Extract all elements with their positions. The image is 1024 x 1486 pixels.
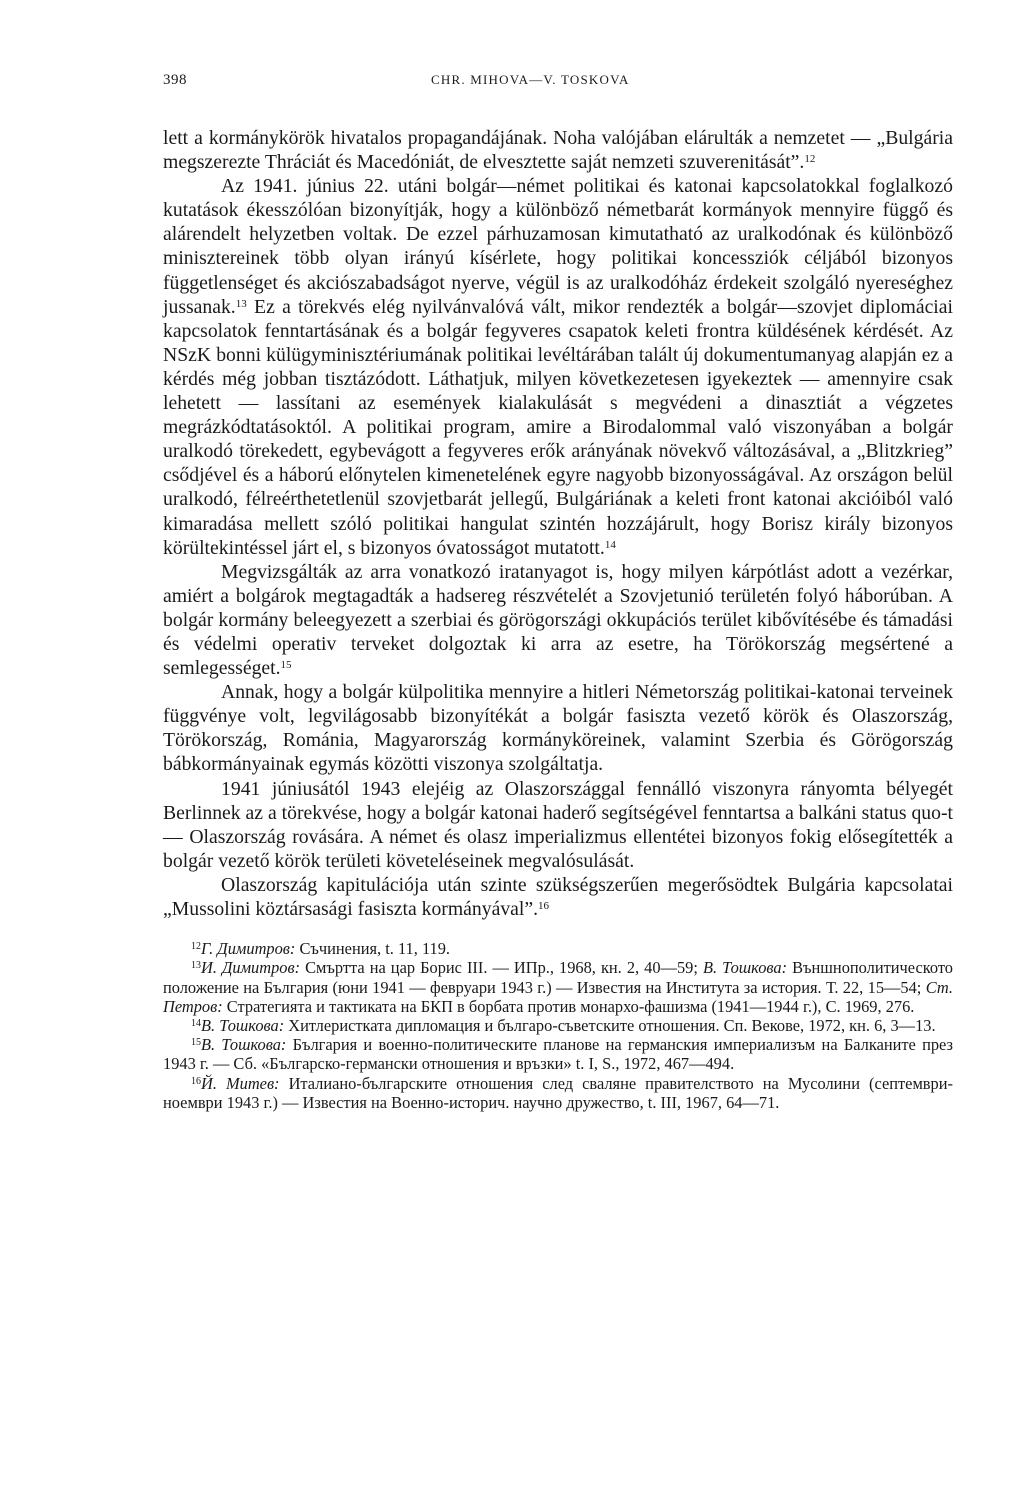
body-text	[163, 126, 953, 921]
paragraph-5: 1941 júniusától 1943 elejéig az Olaszországgal fennálló viszonyra rányomta bélyegét Berlinnek az a törekvése, hogy a bolgár katonai haderő segítségével fenntartsa a balkáni status quo-t — Olaszország rovására. A német és olasz imperializmus ellentétei bizonyos fokig elősegítették a bolgár vezető körök területi követeléseinek megvalósulását.	[163, 777, 953, 872]
paragraph-6: Olaszország kapitulációja után szinte szükségszerűen megerősödtek Bulgária kapcsolatai „Mussolini köztársasági fasiszta kormányával”.$^{16}$	[163, 873, 953, 920]
footnote-ref: 16	[538, 900, 550, 912]
paragraph-2: Az 1941. június 22. utáni bolgár—német politikai és katonai kapcsolatokkal foglalkozó kutatások ékesszólóan bizonyítják, hogy a különböző németbarát kormányok mennyire függő és alárendelt helyzetben voltak. De ezzel párhuzamosan kimutatható az uralkodónak és különböző minisztereinek több olyan irányú kísérlete, hogy politikai koncessziók céljából bizonyos függetlenséget és akciószabadságot nyerve, végül is az uralkodóház érdekeit szolgáló nyereséghez jussanak.$^{13}$ Ez a törekvés elég nyilvánvalóvá vált, mikor rendezték a bolgár—szovjet diplomáciai kapcsolatok fenntartásának és a bolgár fegyveres csapatok keleti frontra küldésének kérdését. Az NSzK bonni külügyminisztériumának politikai levéltárában talált új dokumentumanyag alapján ez a kérdés még jobban tisztázódott. Láthatjuk, milyen következetesen igyekeztek — amennyire csak lehetett — lassítani az események kialakulását s megvédeni a dinasztiát a végzetes megrázkódtatásoktól. A politikai program, amire a Birodalommal való viszonyában a bolgár uralkodó törekedett, egybevágott a fegyveres erők arányának növekvő változásával, a „Blitzkrieg” csődjével és a háború előnytelen kimenetelének egyre nagyobb bizonyosságával. Az országon belül uralkodó, félreérthetetlenül szovjetbarát jellegű, Bulgáriának a keleti front katonai akcióiból való kimaradása mellett szóló politikai hangulat szintén hozzájárult, hogy Borisz király bizonyos körültekintéssel járt el, s bizonyos óvatosságot mutatott.$^{14}$	[163, 175, 953, 559]
page-header	[163, 64, 953, 94]
footnote-12: $^{12}$Г. Димитров: Съчинения, t. 11, 119.	[191, 939, 451, 959]
paragraph-4: Annak, hogy a bolgár külpolitika mennyire a hitleri Németország politikai-katonai terveinek függvénye volt, legvilágosabb bizonyítékát a bolgár fasiszta vezető körök és Olaszország, Törökország, Románia, Magyarország kormányköreinek, valamint Szerbia és Görögország bábkormányainak egymás közötti viszonya szolgáltatja.	[163, 681, 953, 776]
page-number: 398	[163, 72, 187, 88]
footnote-ref: 13	[235, 297, 247, 310]
footnote-ref: 15	[280, 659, 292, 672]
footnote-16: $^{16}$Й. Митев: Италиано-българските отношения след сваляне правителството на Мусолини (септември-ноември 1943 г.) — Известия на Военно-историч. научно дружество, t. III, 1967, 64—71.	[163, 1073, 953, 1112]
running-title: CHR. MIHOVA—V. TOSKOVA	[431, 72, 630, 87]
footnotes	[163, 939, 953, 1112]
footnote-13: $^{13}$И. Димитров: Смъртта на цар Борис III. — ИПр., 1968, кн. 2, 40—59; В. Тошкова: Външнополитическото положение на България (юни 1941 — февруари 1943 г.) — Известия на Института за история. Т. 22, 15—54; Ст. Петров: Стратегията и тактиката на БКП в борбата против монархо-фашизма (1941—1944 г.), С. 1969, 276.	[163, 958, 953, 1016]
paragraph-3: Megvizsgálták az arra vonatkozó iratanyagot is, hogy milyen kárpótlást adott a vezérkar, amiért a bolgárok megtagadták a hadsereg részvételét a Szovjetunió területén folyó háborúban. A bolgár kormány beleegyezett a szerbiai és görögországi okkupációs terület kibővítésébe és támadási és védelmi operativ terveket dolgoztak ki arra az esetre, ha Törökország megsértené a semlegességet.$^{15}$	[163, 560, 953, 680]
footnote-ref: 14	[604, 538, 616, 551]
document-page	[163, 64, 953, 1112]
paragraph-1: lett a kormánykörök hivatalos propagandájának. Noha valójában elárulták a nemzetet — „Bulgária megszerezte Thráciát és Macedóniát, de elvesztette saját nemzeti szuverenitását”.$^{12}$	[163, 127, 953, 174]
footnote-14: $^{14}$В. Тошкова: Хитлеристката дипломация и българо-съветските отношения. Сп. Векове, 1972, кн. 6, 3—13.	[191, 1015, 936, 1035]
footnote-15: $^{15}$В. Тошкова: България и военно-политическите планове на германския империализъм на Балканите през 1943 г. — Сб. «Българско-германски отношения и връзки» t. I, S., 1972, 467—494.	[163, 1035, 953, 1074]
footnote-ref: 12	[804, 153, 816, 166]
